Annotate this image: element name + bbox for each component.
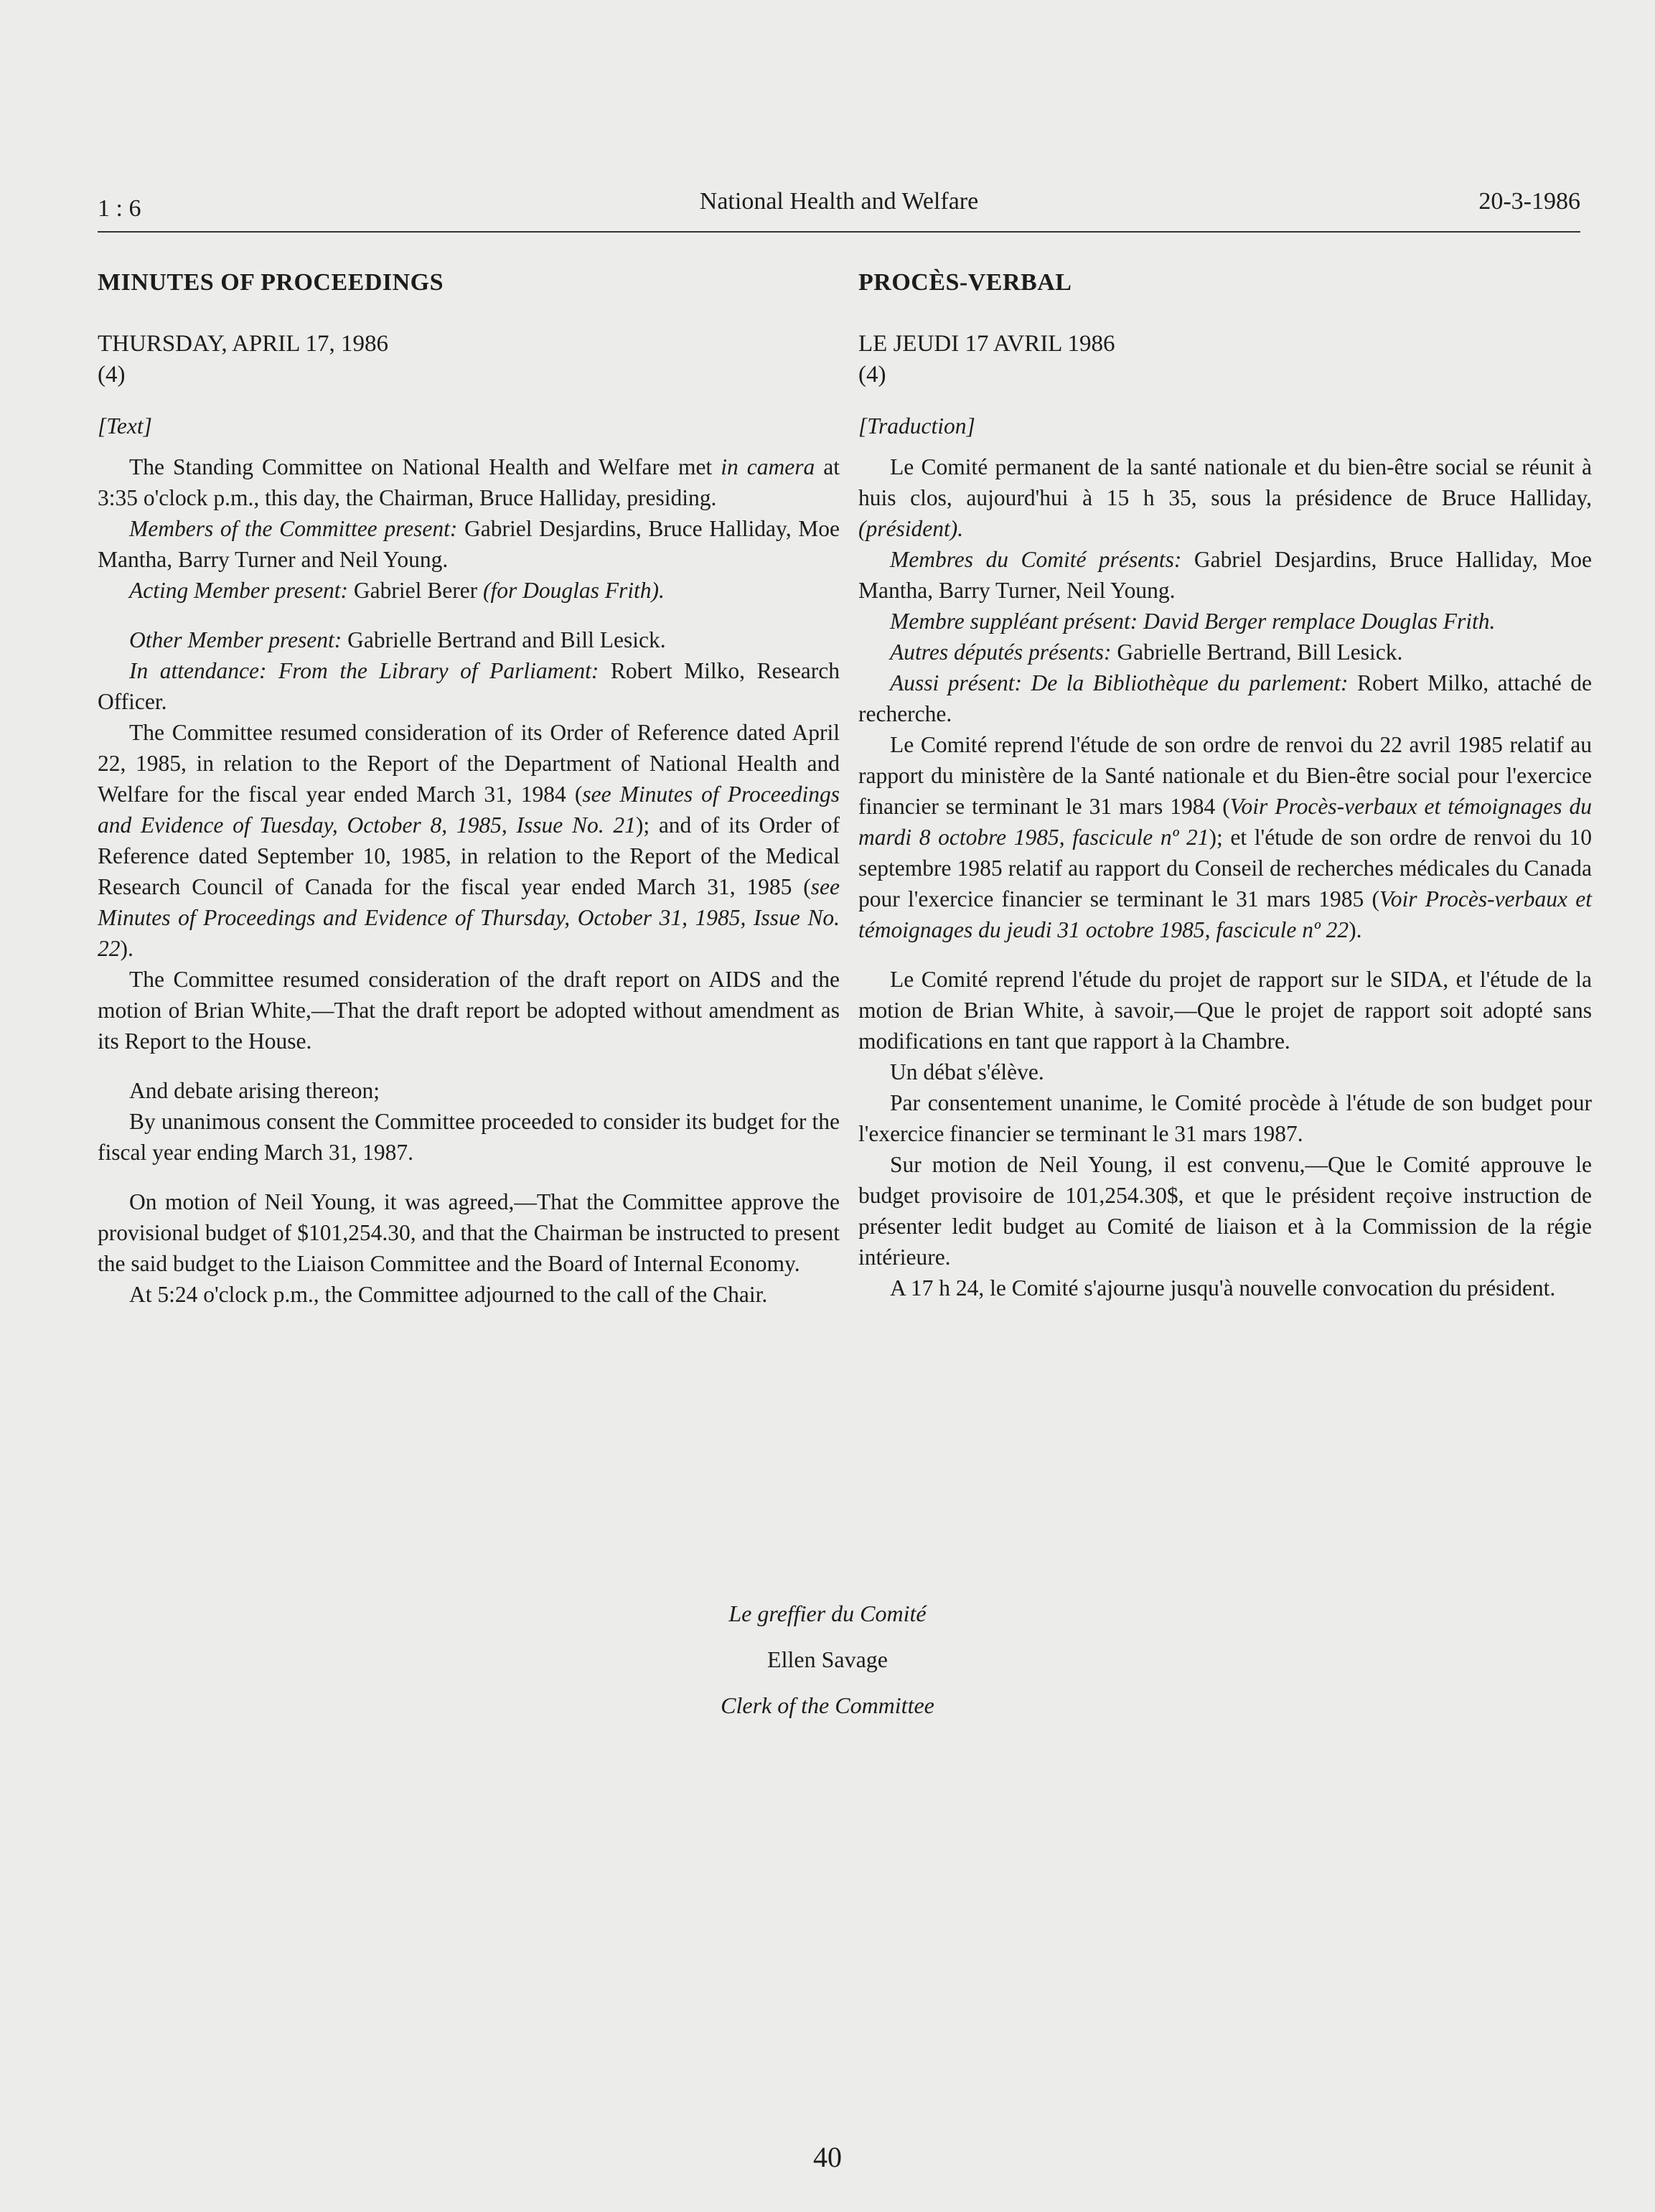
english-members-present: Members of the Committee present: Gabriel Desjardins, Bruce Halliday, Moe Mantha, Barry Turner and Neil Young.: [98, 516, 840, 572]
french-text-tag: [Traduction]: [858, 413, 975, 439]
french-other-member: Autres députés présents: Gabrielle Bertrand, Bill Lesick.: [890, 639, 1403, 665]
signature-block: [0, 1590, 1655, 1728]
english-text-tag: [Text]: [98, 413, 152, 439]
french-budget-paragraph: Par consentement unanime, le Comité procède à l'étude de son budget pour l'exercice financier se terminant le 31 mars 1987.: [858, 1090, 1592, 1146]
english-adjourn-paragraph: At 5:24 o'clock p.m., the Committee adjourned to the call of the Chair.: [129, 1282, 768, 1307]
french-meeting-number: (4): [858, 362, 886, 388]
french-meeting-date: LE JEUDI 17 AVRIL 1986: [858, 331, 1115, 357]
french-opening-paragraph: Le Comité permanent de la santé nationale et du bien-être social se réunit à huis clos, aujourd'hui à 15 h 35, sous la présidence de Bruce Halliday, (président).: [858, 454, 1592, 541]
english-budget-paragraph: By unanimous consent the Committee proceeded to consider its budget for the fiscal year ending March 31, 1987.: [98, 1109, 840, 1165]
clerk-title-english: Clerk of the Committee: [721, 1692, 934, 1718]
english-resumed-order-paragraph: The Committee resumed consideration of its Order of Reference dated April 22, 1985, in relation to the Report of the Department of National Health and Welfare for the fiscal year ended March 31, 1984 (see Minutes of Proceedings and Evidence of Tuesday, October 8, 1985, Issue No. 21); and of its Order of Reference dated September 10, 1985, in relation to the Report of the Medical Research Council of Canada for the fiscal year ended March 31, 1985 (see Minutes of Proceedings and Evidence of Thursday, October 31, 1985, Issue No. 22).: [98, 720, 840, 961]
page-number: 40: [813, 2141, 842, 2173]
english-attendance: In attendance: From the Library of Parliament: Robert Milko, Research Officer.: [98, 658, 840, 714]
english-acting-member: Acting Member present: Gabriel Berer (for Douglas Frith).: [129, 578, 665, 603]
page-header: [98, 188, 1580, 233]
clerk-title-french: Le greffier du Comité: [728, 1601, 927, 1626]
french-attendance: Aussi présent: De la Bibliothèque du parlement: Robert Milko, attaché de recherche.: [858, 670, 1592, 726]
french-draft-report-paragraph: Le Comité reprend l'étude du projet de rapport sur le SIDA, et l'étude de la motion de Brian White, à savoir,—Que le projet de rapport soit adopté sans modifications en tant que rapport à la Chambre.: [858, 967, 1592, 1054]
page-reference: 1 : 6: [98, 195, 141, 222]
english-other-member: Other Member present: Gabrielle Bertrand and Bill Lesick.: [129, 627, 666, 652]
english-opening-paragraph: The Standing Committee on National Health and Welfare met in camera at 3:35 o'clock p.m., this day, the Chairman, Bruce Halliday, presiding.: [98, 454, 840, 510]
english-meeting-date: THURSDAY, APRIL 17, 1986: [98, 331, 388, 357]
french-acting-member: Membre suppléant présent: David Berger remplace Douglas Frith.: [890, 609, 1496, 634]
english-draft-report-paragraph: The Committee resumed consideration of the draft report on AIDS and the motion of Brian White,—That the draft report be adopted without amendment as its Report to the House.: [98, 967, 840, 1054]
english-debate-paragraph: And debate arising thereon;: [129, 1078, 380, 1103]
french-resumed-order-paragraph: Le Comité reprend l'étude de son ordre de renvoi du 22 avril 1985 relatif au rapport du ministère de la Santé nationale et du Bien-être social pour l'exercice financier se terminant le 31 mars 1984 (Voir Procès-verbaux et témoignages du mardi 8 octobre 1985, fascicule nº 21); et l'étude de son ordre de renvoi du 10 septembre 1985 relatif au rapport du Conseil de recherches médicales du Canada pour l'exercice financier se terminant le 31 mars 1985 (Voir Procès-verbaux et témoignages du jeudi 31 octobre 1985, fascicule nº 22).: [858, 732, 1592, 942]
english-column: [98, 267, 840, 1310]
french-column: [858, 267, 1592, 1303]
french-adjourn-paragraph: A 17 h 24, le Comité s'ajourne jusqu'à nouvelle convocation du président.: [890, 1275, 1556, 1301]
french-heading: PROCÈS-VERBAL: [858, 269, 1072, 296]
english-motion-paragraph: On motion of Neil Young, it was agreed,—That the Committee approve the provisional budget of $101,254.30, and that the Chairman be instructed to present the said budget to the Liaison Committee and the Board of Internal Economy.: [98, 1189, 840, 1276]
clerk-name: Ellen Savage: [767, 1646, 888, 1672]
french-debate-paragraph: Un débat s'élève.: [890, 1059, 1044, 1084]
header-date: 20-3-1986: [1478, 188, 1580, 215]
running-title: National Health and Welfare: [699, 188, 979, 215]
french-motion-paragraph: Sur motion de Neil Young, il est convenu,—Que le Comité approuve le budget provisoire de 101,254.30$, et que le président reçoive instruction de présenter ledit budget au Comité de liaison et à la Commission de la régie intérieure.: [858, 1152, 1592, 1270]
english-heading: MINUTES OF PROCEEDINGS: [98, 269, 444, 296]
english-meeting-number: (4): [98, 362, 126, 388]
french-members-present: Membres du Comité présents: Gabriel Desjardins, Bruce Halliday, Moe Mantha, Barry Turner, Neil Young.: [858, 547, 1592, 603]
